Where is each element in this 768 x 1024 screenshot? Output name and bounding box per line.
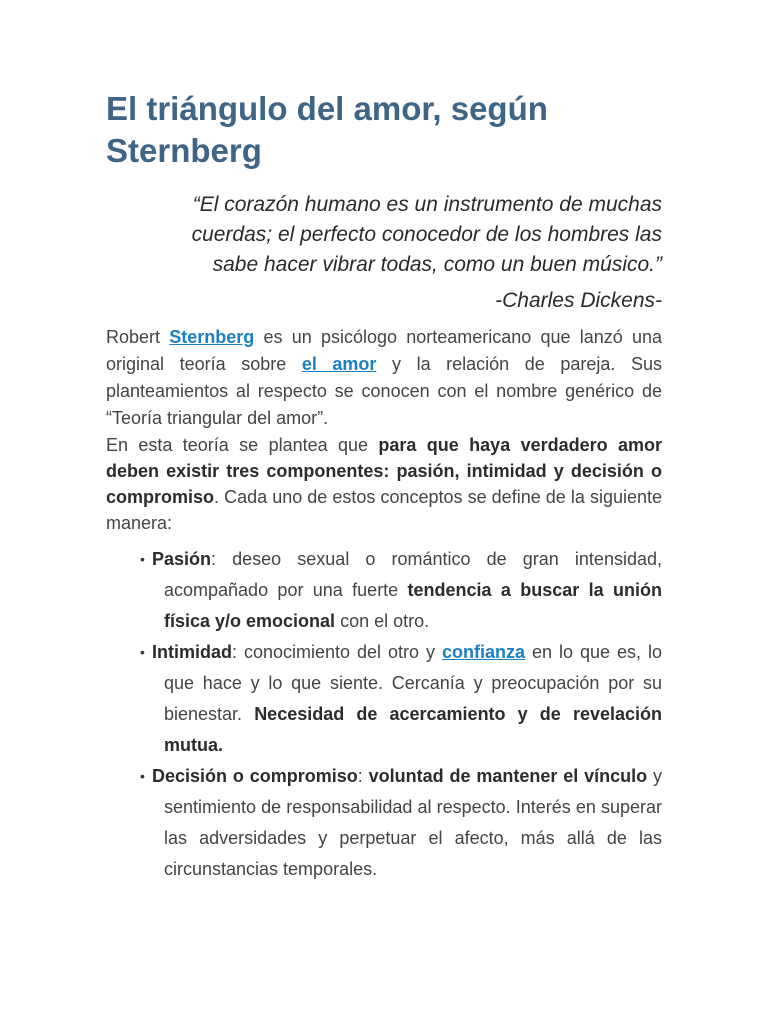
theory-text-2: . Cada uno de estos conceptos se define de la siguiente manera: (106, 487, 662, 533)
el-amor-link[interactable]: el amor (301, 354, 377, 374)
theory-paragraph (106, 432, 662, 536)
bullet-icon: • (140, 644, 145, 660)
term-intimidad: Intimidad (152, 642, 232, 662)
intro-paragraph (106, 324, 662, 432)
decision-bold: voluntad de mantener el vínculo (368, 766, 648, 786)
pasion-text-1: : deseo sexual o romántico de gran intensidad, acompañado por una fuerte (164, 549, 662, 600)
list-item-pasion (106, 544, 662, 637)
document-page (106, 88, 662, 885)
term-pasion: Pasión (152, 549, 212, 569)
page-title: El triángulo del amor, según Sternberg (106, 90, 548, 169)
pasion-bold: tendencia a buscar la unión física y/o emocional (164, 580, 662, 631)
quote-author: -Charles Dickens- (495, 289, 662, 312)
decision-text-2: y sentimiento de responsabilidad al respecto. Interés en superar las adversidades y perpetuar el afecto, más allá de las circunstancias temporales. (164, 766, 662, 879)
theory-text-1: En esta teoría se plantea que (106, 435, 379, 455)
bullet-icon: • (140, 768, 145, 784)
intimidad-text-2: en lo que es, lo que hace y lo que siente. Cercanía y preocupación por su bienestar. (164, 642, 662, 724)
list-item-intimidad (106, 637, 662, 761)
confianza-link[interactable]: confianza (442, 642, 526, 662)
concepts-list (106, 544, 662, 885)
intro-text-1: Robert (106, 327, 170, 347)
intro-text-2: es un psicólogo norteamericano que lanzó una original teoría sobre (106, 327, 662, 374)
sternberg-link[interactable]: Sternberg (169, 327, 255, 347)
epigraph-quote: “El corazón humano es un instrumento de muchas cuerdas; el perfecto conocedor de los hombres las sabe hacer vibrar todas, como un buen músico.” (191, 193, 662, 276)
list-item-decision (106, 761, 662, 885)
term-decision: Decisión o compromiso (152, 766, 358, 786)
theory-bold: para que haya verdadero amor deben existir tres componentes: pasión, intimidad y decisión o compromiso (106, 435, 663, 507)
decision-text-1: : (357, 766, 369, 786)
bullet-icon: • (140, 551, 145, 567)
intimidad-bold: Necesidad de acercamiento y de revelación mutua. (164, 704, 662, 755)
pasion-text-2: con el otro. (335, 611, 430, 631)
intro-text-3: y la relación de pareja. Sus planteamientos al respecto se conocen con el nombre genérico de “Teoría triangular del amor”. (106, 354, 662, 428)
intimidad-text-1: : conocimiento del otro y (232, 642, 442, 662)
